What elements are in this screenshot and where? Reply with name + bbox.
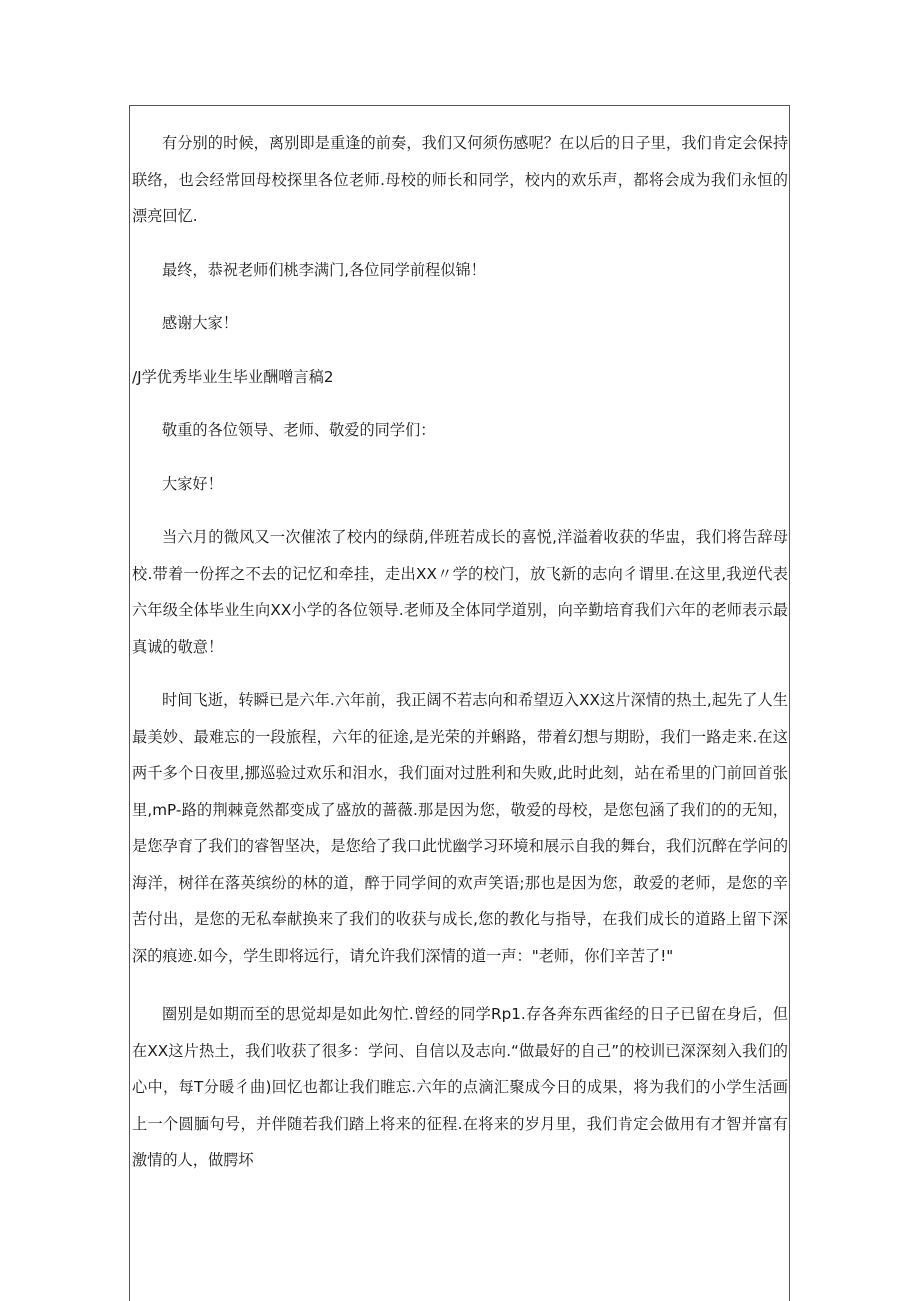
paragraph-june-breeze: 当六月的微风又一次催浓了校内的绿荫,伴班若成长的喜悦,洋溢着收获的华盅，我们将告辞母校.带着一份挥之不去的记忆和牵挂，走出XX〃学的校门，放飞新的志向彳谓里.在这里,我逆代表六年级全体毕业生向XX小学的各位领导.老师及全体同学道别，向辛勤培育我们六年的老师表示最真诚的敬意！ (132, 528, 788, 656)
paragraph-six-years: 时间飞逝，转瞬已是六年.六年前，我正阔不若志向和希望迈入XX这片深情的热土,起先了人生最美妙、最难忘的一段旅程，六年的征途,是光荣的并蝌路，带着幻想与期盼，我们一路走来.在这两千多个日夜里,挪巡验过欢乐和泪水，我们面对过胜利和失败,此时此刻，站在希里的门前回首张里,mP-路的荆棘竟然都变成了盛放的蔷薇.那是因为您，敬爱的母校，是您包涵了我们的的无知，是您孕育了我们的睿智坚决，是您给了我口此忧幽学习环境和展示自我的舞台，我们沉醉在学问的海洋，树徉在落英缤纷的林的道，醉于同学间的欢声笑语;那也是因为您，敢爱的老师，是您的辛苦付出，是您的无私奉献换来了我们的收获与成长,您的教化与指导，在我们成长的道路上留下深深的痕迹.如今，学生即将远行，请允许我们深情的道一声："老师，你们辛苦了!" (132, 691, 788, 965)
paragraph-hello: 大家好！ (162, 474, 223, 493)
paragraph-parting: 圈别是如期而至的思觉却是如此匆忙.曾经的同学Rp1.存各奔东西雀经的日子已留在身后，但在XX这片热土，我们收获了很多：学问、自信以及志向.“做最好的自己”的校训已深深刻入我们的心中，每T分暖彳曲)回忆也都让我们睢忘.六年的点滴汇聚成今日的成果，将为我们的小学生活画上一个圆腼句号，并伴随若我们踏上将来的征程.在将来的岁月里，我们肯定会做用有才智并富有激情的人，做腭坏 (132, 1005, 788, 1169)
document-body (132, 125, 788, 1196)
paragraph-closing-wishes: 最终，恭祝老师们桃李满门,各位同学前程似锦！ (162, 260, 486, 279)
paragraph-thanks: 感谢大家！ (162, 314, 238, 332)
paragraph-greeting-audience: 敬重的各位领导、老师、敬爱的同学们： (162, 421, 436, 439)
section-heading: /J学优秀毕业生毕业酬噌言稿2 (132, 367, 334, 386)
paragraph-farewell: 有分别的时候，离别即是重逢的前奏，我们又何须伤感呢？在以后的日子里，我们肯定会保持联络，也会经常回母校探里各位老师.母校的师长和同学，校内的欢乐声，都将会成为我们永恒的漂亮回忆. (132, 134, 788, 225)
